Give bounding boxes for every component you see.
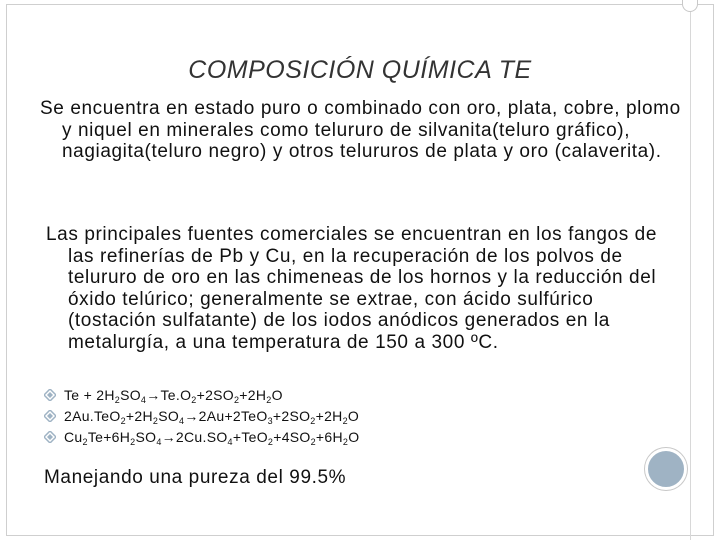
- reaction-item: [44, 385, 644, 406]
- slide-title: COMPOSICIÓN QUÍMICA TE: [188, 56, 532, 84]
- decorative-circle-bottom: [645, 448, 687, 490]
- diamond-bullet-icon: [44, 410, 56, 422]
- reaction-equation: $2Au.TeO_2+2H_2SO_4\to 2Au+2TeO_3+2SO_2+2H_2O$: [64, 408, 360, 426]
- reaction-item: [44, 427, 644, 448]
- reaction-list: [44, 385, 644, 448]
- diamond-bullet-icon: [44, 431, 56, 443]
- diamond-bullet-icon: [44, 389, 56, 401]
- paragraph-minerals: Se encuentra en estado puro o combinado con oro, plata, cobre, plomo y niquel en minerales como telururo de silvanita(teluro gráfico), nagiagita(teluro negro) y otros telururos de plata y oro (calaverita).: [40, 98, 681, 162]
- paragraph-sources: Las principales fuentes comerciales se encuentran en los fangos de las refinerías de Pb y Cu, en la recuperación de los polvos de telururo de oro en las chimeneas de los hornos y la reducción del óxido telúrico; generalmente se extrae, con ácido sulfúrico (tostación sulfatante) de los iodos anódicos generados en la metalurgía, a una temperatura de 150 a 300 ºC.: [46, 224, 658, 353]
- purity-statement: Manejando una pureza del 99.5%: [44, 467, 347, 488]
- reaction-item: [44, 406, 644, 427]
- reaction-equation: $Cu_2Te+6H_2SO_4\to 2Cu.SO_4+TeO_2+4SO_2+6H_2O$: [64, 429, 360, 447]
- reaction-equation: $Te + 2H_2SO_4\to Te.O_2+2SO_2+2H_2O$: [64, 387, 283, 405]
